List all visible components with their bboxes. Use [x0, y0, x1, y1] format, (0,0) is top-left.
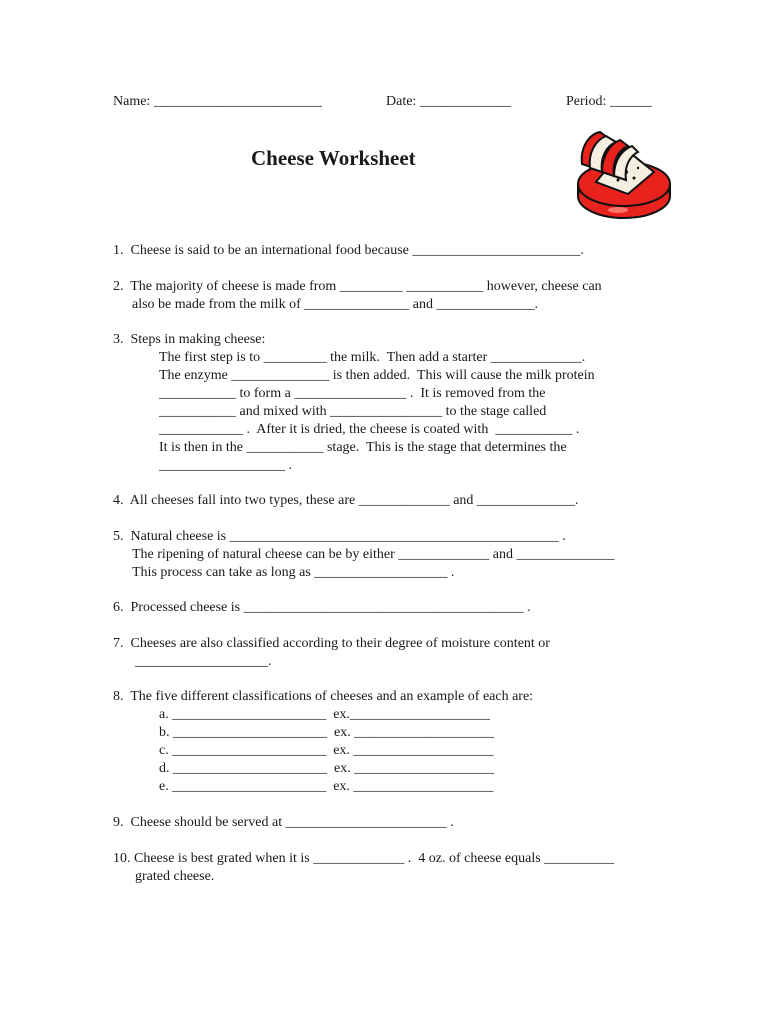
q3-line-2[interactable]: The first step is to _________ the milk. Then add a starter _____________. — [159, 350, 586, 365]
question-7 — [113, 635, 673, 671]
q8-item-e[interactable]: e. ______________________ ex. ____________________ — [159, 779, 494, 794]
q8-item-a[interactable]: a. ______________________ ex.____________________ — [159, 707, 490, 722]
q7-line-2[interactable]: ___________________. — [135, 654, 272, 669]
q3-line-3[interactable]: The enzyme ______________ is then added. This will cause the milk protein — [159, 368, 595, 383]
q4-line-1[interactable]: 4. All cheeses fall into two types, these are _____________ and ______________. — [113, 493, 579, 508]
q6-line-1[interactable]: 6. Processed cheese is ________________________________________ . — [113, 600, 531, 615]
question-9 — [113, 814, 673, 832]
q3-line-7[interactable]: It is then in the ___________ stage. This is the stage that determines the — [159, 440, 567, 455]
q2-line-2[interactable]: also be made from the milk of _______________ and ______________. — [132, 297, 538, 312]
question-8 — [113, 688, 673, 796]
q8-item-c[interactable]: c. ______________________ ex. ____________________ — [159, 743, 494, 758]
question-10 — [113, 850, 673, 886]
q8-item-d[interactable]: d. ______________________ ex. ____________________ — [159, 761, 495, 776]
question-3 — [113, 331, 673, 475]
question-6 — [113, 599, 673, 617]
q7-line-1: 7. Cheeses are also classified according to their degree of moisture content or — [113, 636, 550, 651]
question-1 — [113, 242, 673, 260]
q10-line-2: grated cheese. — [135, 869, 215, 884]
q3-line-1: 3. Steps in making cheese: — [113, 332, 266, 347]
date-field[interactable]: Date: _____________ — [386, 94, 511, 109]
q1-line-1[interactable]: 1. Cheese is said to be an international food because ________________________. — [113, 243, 584, 258]
q10-line-1[interactable]: 10. Cheese is best grated when it is _____________ . 4 oz. of cheese equals __________ — [113, 851, 615, 866]
q3-line-5[interactable]: ___________ and mixed with ________________ to the stage called — [159, 404, 547, 419]
period-field[interactable]: Period: ______ — [566, 94, 652, 109]
q5-line-2[interactable]: The ripening of natural cheese can be by either _____________ and ______________ — [132, 547, 615, 562]
name-field[interactable]: Name: ________________________ — [113, 94, 322, 109]
q9-line-1[interactable]: 9. Cheese should be served at _______________________ . — [113, 815, 454, 830]
q5-line-3[interactable]: This process can take as long as ___________________ . — [132, 565, 455, 580]
question-2 — [113, 278, 673, 314]
q8-line-1: 8. The five different classifications of cheeses and an example of each are: — [113, 689, 534, 704]
q3-line-4[interactable]: ___________ to form a ________________ . It is removed from the — [159, 386, 546, 401]
q8-item-b[interactable]: b. ______________________ ex. ____________________ — [159, 725, 495, 740]
q3-line-6[interactable]: ____________ . After it is dried, the cheese is coated with ___________ . — [159, 422, 580, 437]
question-5 — [113, 528, 673, 582]
page-title: Cheese Worksheet — [251, 146, 416, 170]
q3-line-8[interactable]: __________________ . — [159, 458, 292, 473]
q5-line-1[interactable]: 5. Natural cheese is _______________________________________________ . — [113, 529, 566, 544]
cheese-wheel-icon — [568, 124, 672, 228]
question-4 — [113, 492, 673, 510]
q2-line-1[interactable]: 2. The majority of cheese is made from _________ ___________ however, cheese can — [113, 279, 602, 294]
header-row — [0, 92, 770, 112]
